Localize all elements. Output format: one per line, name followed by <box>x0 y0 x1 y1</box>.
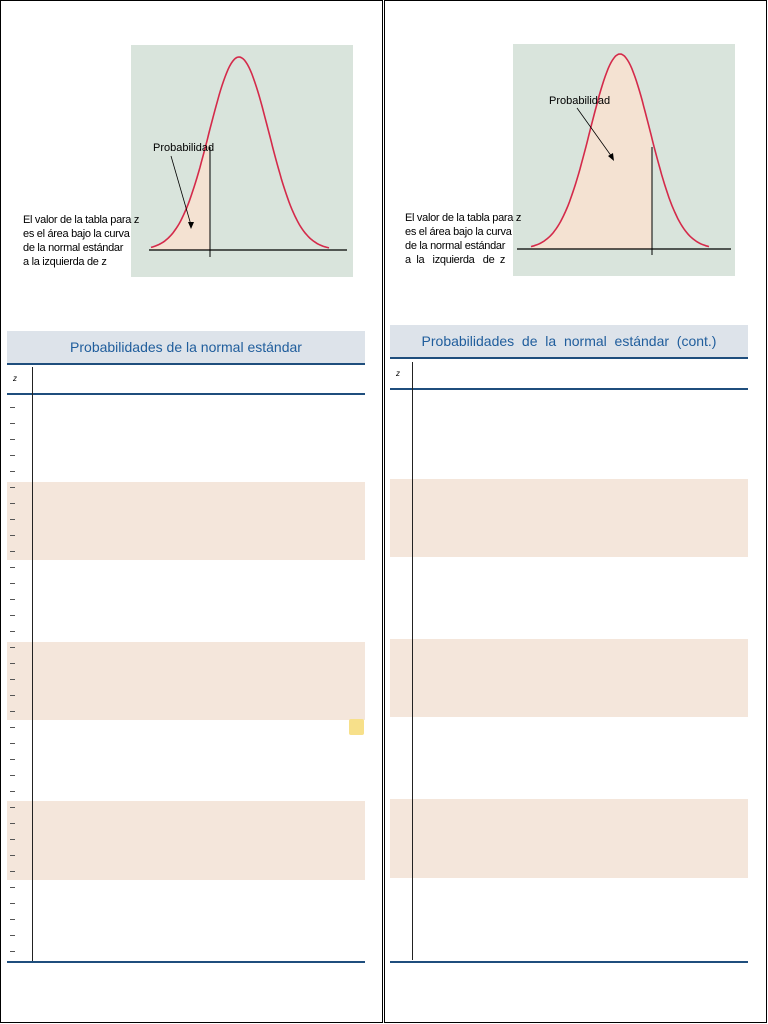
left-normal-curve-figure <box>131 45 353 277</box>
z-value-mark <box>10 615 15 616</box>
z-value-mark <box>10 663 15 664</box>
z-value-mark <box>10 871 15 872</box>
z-value-mark <box>10 903 15 904</box>
z-value-mark <box>10 455 15 456</box>
table-band <box>390 639 748 717</box>
z-value-mark <box>10 471 15 472</box>
table-band <box>390 799 748 878</box>
table-band <box>7 482 365 560</box>
caption-line: es el área bajo la curva <box>405 226 512 238</box>
z-value-mark <box>10 631 15 632</box>
caption-line: a la izquierda de z <box>23 256 107 268</box>
caption-line: de la normal estándar <box>23 242 124 254</box>
z-value-mark <box>10 519 15 520</box>
z-column-header: z <box>396 369 400 378</box>
z-value-mark <box>10 599 15 600</box>
z-value-mark <box>10 839 15 840</box>
highlight-marker <box>349 719 364 735</box>
table-band <box>390 479 748 557</box>
caption-line: El valor de la tabla para z <box>23 214 140 226</box>
z-value-mark <box>10 551 15 552</box>
caption-line: de la normal estándar <box>405 240 506 252</box>
caption-line: es el área bajo la curva <box>23 228 130 240</box>
right-table-header <box>390 360 748 390</box>
left-table-title: Probabilidades de la normal estándar <box>7 331 365 365</box>
z-value-mark <box>10 711 15 712</box>
z-value-mark <box>10 935 15 936</box>
z-column-divider <box>412 362 413 960</box>
z-column-header: z <box>13 374 17 383</box>
z-value-mark <box>10 887 15 888</box>
z-value-mark <box>10 807 15 808</box>
z-value-mark <box>10 407 15 408</box>
right-page <box>384 0 767 1023</box>
z-value-mark <box>10 791 15 792</box>
probability-label: Probabilidad <box>549 95 611 107</box>
z-value-mark <box>10 823 15 824</box>
caption-line: a la izquierda de z <box>405 254 506 266</box>
z-value-mark <box>10 775 15 776</box>
caption-line: El valor de la tabla para z <box>405 212 522 224</box>
table-bottom-rule <box>7 961 365 963</box>
left-page <box>0 0 383 1023</box>
z-value-mark <box>10 487 15 488</box>
right-caption <box>405 211 521 267</box>
z-value-mark <box>10 951 15 952</box>
right-normal-curve-figure <box>513 44 735 276</box>
z-value-mark <box>10 583 15 584</box>
table-bottom-rule <box>390 961 748 963</box>
z-value-mark <box>10 503 15 504</box>
right-table-title: Probabilidades de la normal estándar (cont.) <box>390 325 748 359</box>
z-value-mark <box>10 855 15 856</box>
table-band <box>7 642 365 720</box>
z-value-mark <box>10 695 15 696</box>
z-value-mark <box>10 727 15 728</box>
left-table-header <box>7 365 365 395</box>
z-value-mark <box>10 567 15 568</box>
z-value-mark <box>10 647 15 648</box>
z-value-mark <box>10 743 15 744</box>
z-column-divider <box>32 367 33 961</box>
z-value-mark <box>10 423 15 424</box>
z-value-mark <box>10 759 15 760</box>
z-value-mark <box>10 535 15 536</box>
z-value-mark <box>10 679 15 680</box>
z-value-mark <box>10 919 15 920</box>
probability-label: Probabilidad <box>153 142 215 154</box>
table-band <box>7 801 365 880</box>
z-value-mark <box>10 439 15 440</box>
left-caption <box>23 213 139 269</box>
